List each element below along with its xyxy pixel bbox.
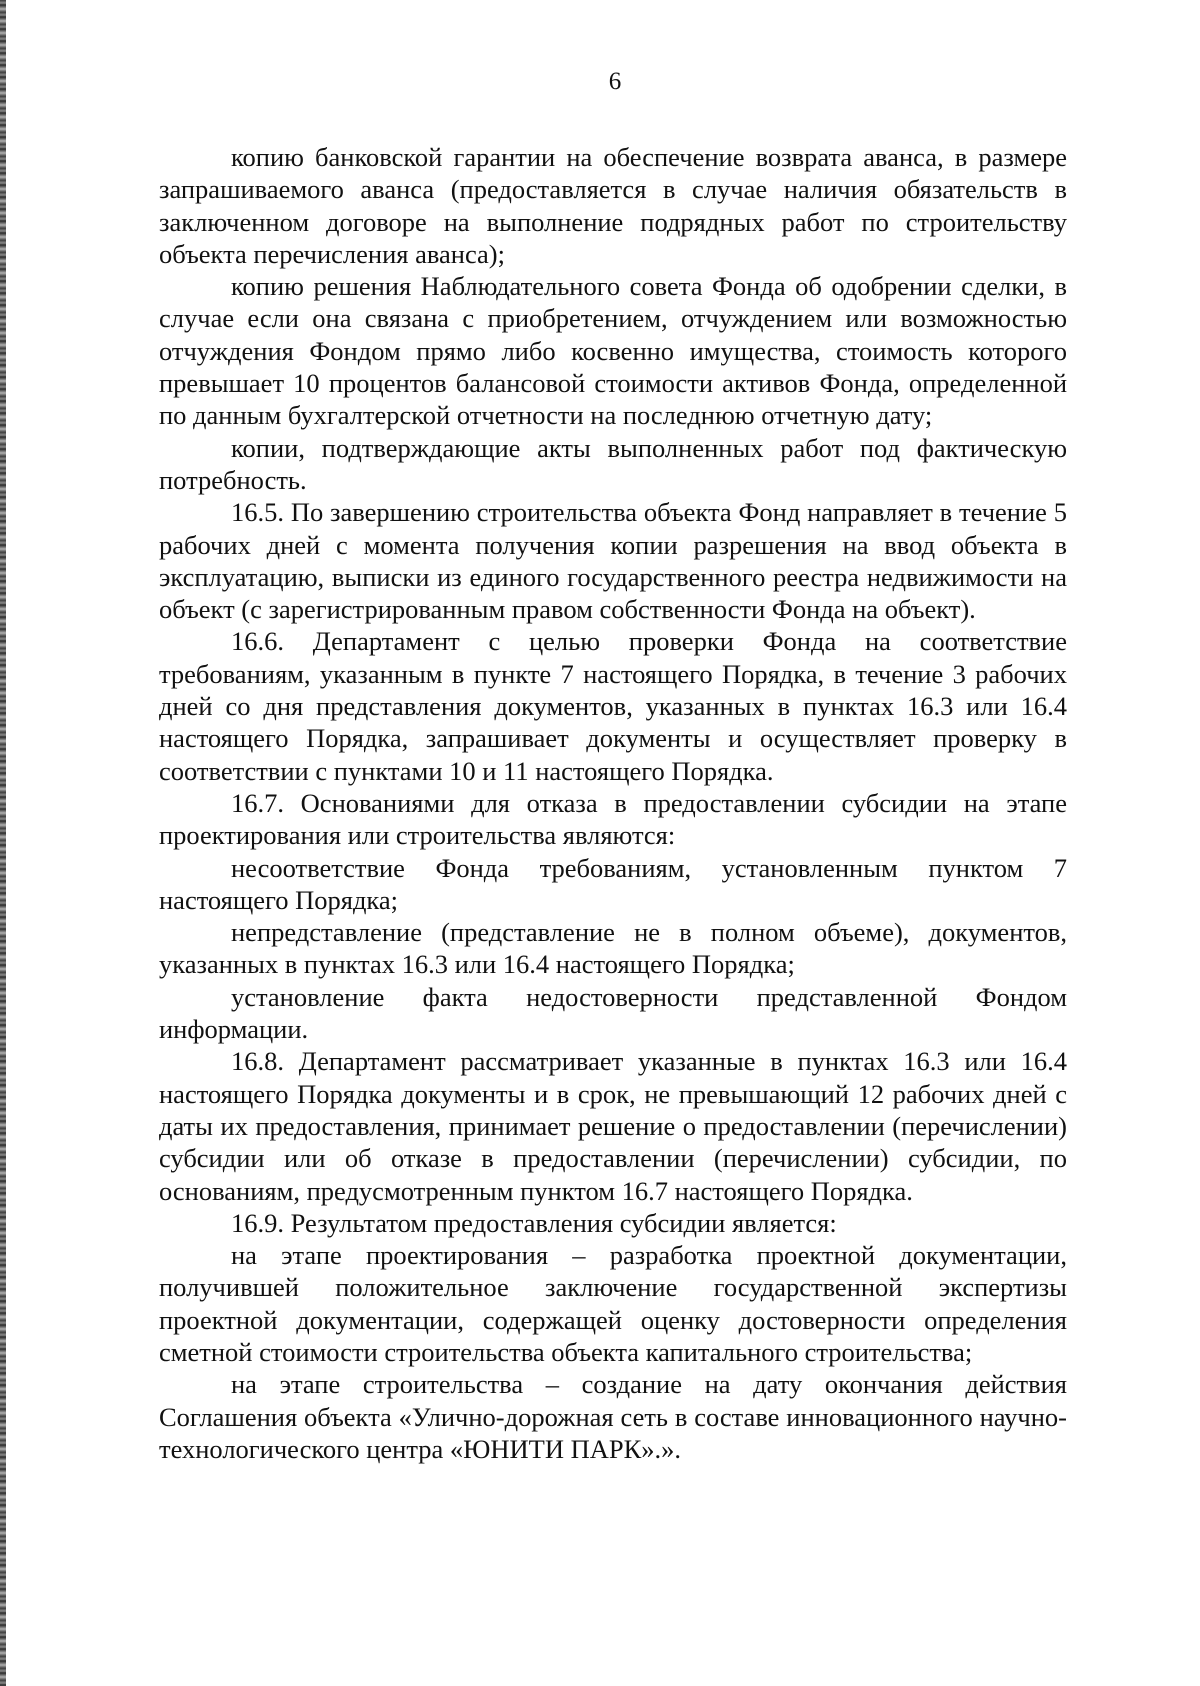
paragraph-bank-guarantee: копию банковской гарантии на обеспечение возврата аванса, в размере запрашиваемого аванса (предоставляется в случае наличия обязательств в заключенном договоре на выполнение подрядных работ по строительству объекта перечисления аванса); [159,142,1067,269]
paragraph-work-acts: копии, подтверждающие акты выполненных работ под фактическую потребность. [159,432,1067,495]
paragraph-16-6: 16.6. Департамент с целью проверки Фонда на соответствие требованиям, указанным в пункте 7 настоящего Порядка, в течение 3 рабочих дней со дня представления документов, указанных в пунктах 16.3 или 16.4 настоящего Порядка, запрашивает документы и осуществляет проверку в соответствии с пунктами 10 и 11 настоящего Порядка. [159,626,1067,786]
paragraph-nonsubmission: непредставление (представление не в полном объеме), документов, указанных в пунктах 16.3 или 16.4 настоящего Порядка; [159,917,1067,980]
paragraph-16-5: 16.5. По завершению строительства объекта Фонд направляет в течение 5 рабочих дней с момента получения копии разрешения на ввод объекта в эксплуатацию, выписки из единого государственного реестра недвижимости на объект (с зарегистрированным правом собственности Фонда на объект). [159,497,1067,625]
paragraph-design-stage: на этапе проектирования – разработка проектной документации, получившей положительное заключение государственной экспертизы проектной документации, содержащей оценку достоверности определения сметной стоимости строительства объекта капитального строительства; [159,1240,1067,1367]
paragraph-noncompliance: несоответствие Фонда требованиям, установленным пунктом 7 настоящего Порядка; [159,852,1067,915]
paragraph-false-info: установление факта недостоверности представленной Фондом информации. [159,981,1067,1045]
page-number: 6 [608,68,622,95]
paragraph-supervisory-board: копию решения Наблюдательного совета Фонда об одобрении сделки, в случае если она связана с приобретением, отчуждением или возможностью отчуждения Фондом прямо либо косвенно имущества, стоимость которого превышает 10 процентов балансовой стоимости активов Фонда, определенной по данным бухгалтерской отчетности на последнюю отчетную дату; [159,271,1067,431]
paragraph-construction-stage: на этапе строительства – создание на дату окончания действия Соглашения объекта «Улично-дорожная сеть в составе инновационного научно-технологического центра «ЮНИТИ ПАРК».». [159,1369,1067,1464]
scan-border [0,0,6,1686]
paragraph-16-7: 16.7. Основаниями для отказа в предоставлении субсидии на этапе проектирования или строительства являются: [159,787,1067,851]
paragraph-16-9: 16.9. Результатом предоставления субсидии является: [231,1207,837,1238]
paragraph-16-8: 16.8. Департамент рассматривает указанные в пунктах 16.3 или 16.4 настоящего Порядка документы и в срок, не превышающий 12 рабочих дней с даты их предоставления, принимает решение о предоставлении (перечислении) субсидии или об отказе в предоставлении (перечислении) субсидии, по основаниям, предусмотренным пунктом 16.7 настоящего Порядка. [159,1046,1067,1206]
document-body [159,141,1067,1465]
